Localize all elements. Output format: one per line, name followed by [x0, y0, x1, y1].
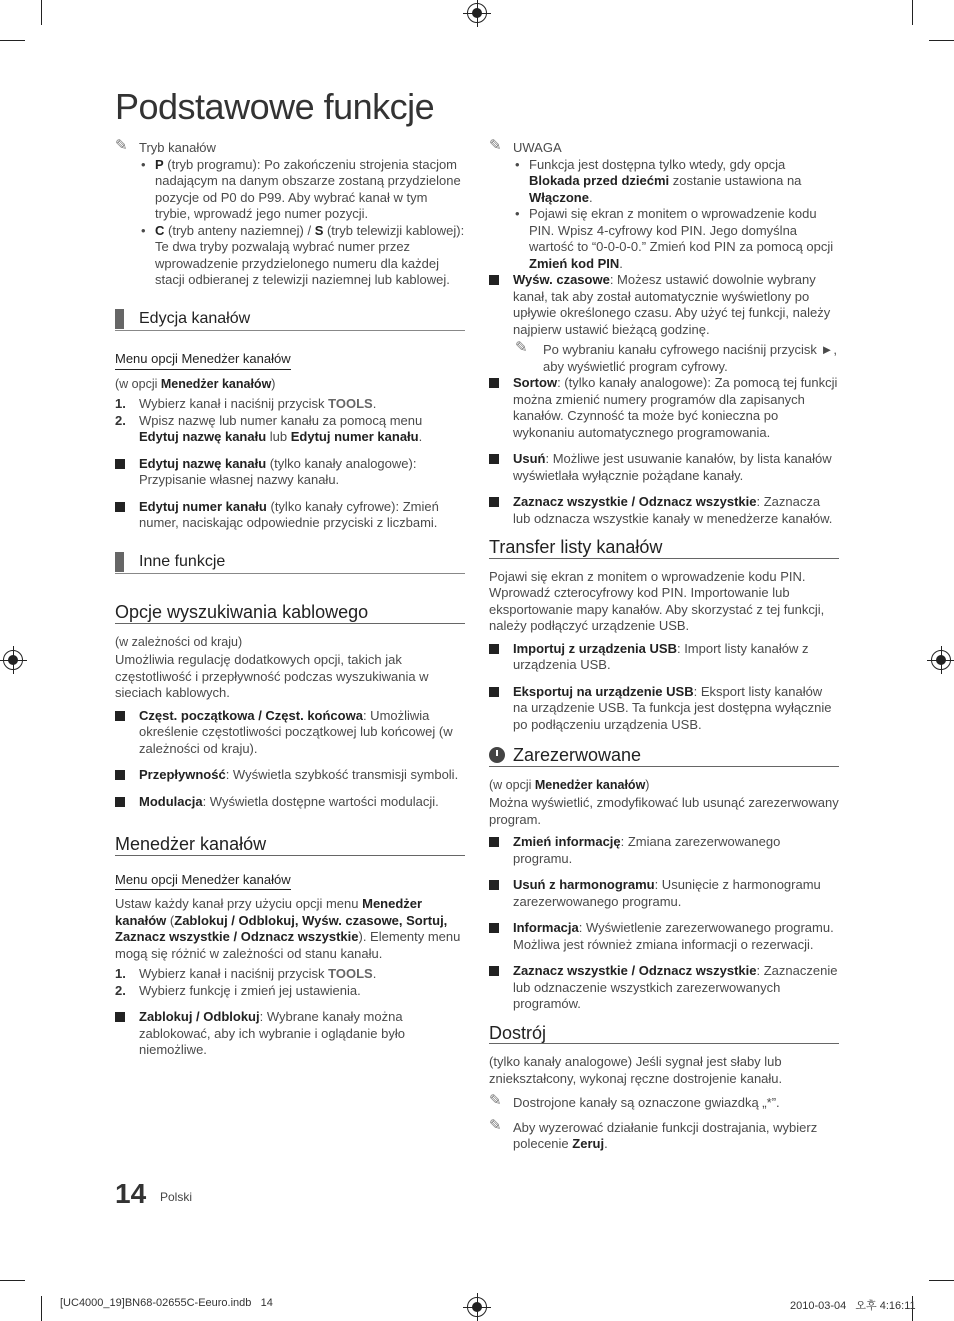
- section-menedzer-kanalow: Menedżer kanałów: [115, 836, 465, 856]
- note-pencil-icon: ✎: [489, 1116, 502, 1134]
- registration-mark-icon: [931, 650, 951, 670]
- item-modulacja: Modulacja: Wyświetla dostępne wartości modulacji.: [115, 794, 465, 811]
- section-opcje-wyszukiwania: Opcje wyszukiwania kablowego: [115, 604, 465, 624]
- note-tryb: ✎ Tryb kanałów: [115, 137, 216, 155]
- item-importuj: Importuj z urządzenia USB: Import listy kanałów z urządzenia USB.: [489, 641, 839, 674]
- page-language: Polski: [160, 1190, 193, 1204]
- crop-mark: [41, 0, 42, 25]
- bullet-cs: • C (tryb anteny naziemnej) / S (tryb telewizji kablowej): Te dwa tryby pozwalają wybrać numer przez wprowadzenie przydzielonego numeru dla każdej stacji odbieranej z telewizji naziemnej lub kablowej.: [141, 222, 465, 287]
- page-title: Podstawowe funkcje: [115, 86, 435, 127]
- context-line: (w opcji Menedżer kanałów): [489, 777, 650, 792]
- context-line: (w opcji Menedżer kanałów): [115, 376, 276, 391]
- item-edytuj-numer: Edytuj numer kanału (tylko kanały cyfrowe): Zmień numer, naciskając odpowiednie przyciski z liczbami.: [115, 499, 465, 532]
- item-zaznacz: Zaznacz wszystkie / Odznacz wszystkie: Zaznacza lub odznacza wszystkie kanały w menedżerze kanałów.: [489, 494, 839, 527]
- crop-mark: [0, 40, 25, 41]
- clock-icon: [489, 747, 505, 763]
- step-2: 2. Wybierz funkcję i zmień jej ustawienia.: [115, 982, 361, 998]
- note-pencil-icon: ✎: [515, 339, 528, 356]
- step-2: 2. Wpisz nazwę lub numer kanału za pomocą menu Edytuj nazwę kanału lub Edytuj numer kanału.: [115, 412, 423, 444]
- section-edycja-kanalow: Edycja kanałów: [115, 311, 465, 332]
- intro-text: Ustaw każdy kanał przy użyciu opcji menu Menedżer kanałów (Zablokuj / Odblokuj, Wyśw. czasowe, Sortuj, Zaznacz wszystkie / Odznacz wszystkie). Elementy menu mogą się różnić w zależności od stanu kanału.: [115, 896, 461, 961]
- section-transfer: Transfer listy kanałów: [489, 539, 839, 559]
- item-czest: Częst. początkowa / Częst. końcowa: Umożliwia określenie częstotliwości początkowej lub końcowej (w zależności od kraju).: [115, 708, 465, 758]
- section-zarezerwowane: Zarezerwowane: [489, 747, 839, 767]
- crop-mark: [929, 40, 954, 41]
- item-zablokuj: Zablokuj / Odblokuj: Wybrane kanały można zablokować, aby ich wybranie i oglądanie było niemożliwe.: [115, 1009, 465, 1059]
- crop-mark: [0, 1280, 25, 1281]
- item-edytuj-nazwe: Edytuj nazwę kanału (tylko kanały analogowe): Przypisanie własnej nazwy kanału.: [115, 456, 465, 489]
- intro-text: Pojawi się ekran z monitem o wprowadzenie kodu PIN. Wprowadź czterocyfrowy kod PIN. Importowanie lub eksportowanie mapy kanałów. Aby skorzystać z tej funkcji, należy podłączyć urządzenie USB.: [489, 568, 825, 633]
- item-sortow: Sortow: (tylko kanały analogowe): Za pomocą tej funkcji można zmienić numery programów dla zapisanych kanałów. Czynność ta może być konieczna po wykonaniu automatycznego programowania.: [489, 375, 839, 441]
- page-number: 14: [115, 1178, 147, 1209]
- note-wyzeruj: ✎ Aby wyzerować działanie funkcji dostrajania, wybierz polecenie Zeruj.: [489, 1116, 818, 1151]
- item-usun: Usuń: Możliwe jest usuwanie kanałów, by lista kanałów wyświetlała wyłącznie pożądane kanały.: [489, 451, 839, 484]
- footer-file: [UC4000_19]BN68-02655C-Eeuro.indb 14: [60, 1297, 273, 1309]
- step-1: 1. Wybierz kanał i naciśnij przycisk TOOLS.: [115, 396, 377, 411]
- note-dostrojone: ✎ Dostrojone kanały są oznaczone gwiazdką „*”.: [489, 1092, 780, 1110]
- intro-text: Umożliwia regulację dodatkowych opcji, takich jak częstotliwość i przepływność podczas wyszukiwania w sieciach kablowych.: [115, 652, 429, 700]
- left-column: [115, 137, 465, 1059]
- footer-timestamp: 2010-03-04 오후 4:16:11: [790, 1300, 916, 1312]
- context-line: (w zależności od kraju): [115, 634, 243, 649]
- item-przeplywnosc: Przepływność: Wyświetla szybkość transmisji symboli.: [115, 767, 465, 784]
- registration-mark-icon: [467, 3, 487, 23]
- step-1: 1. Wybierz kanał i naciśnij przycisk TOOLS.: [115, 966, 377, 981]
- note-pencil-icon: ✎: [115, 137, 128, 154]
- crop-mark: [929, 1280, 954, 1281]
- item-usun-z-harmonogramu: Usuń z harmonogramu: Usunięcie z harmonogramu zarezerwowanego programu.: [489, 877, 839, 910]
- item-wysw-czasowe: Wyśw. czasowe: Możesz ustawić dowolnie wybrany kanał, tak aby został automatycznie wyświetlony po upływie określonego czasu. Aby użyć tej funkcji, należy najpierw ustawić bieżącą godzinę.: [489, 272, 839, 338]
- note-wysw: ✎ Po wybraniu kanału cyfrowego naciśnij przycisk ►, aby wyświetlić program cyfrowy.: [515, 339, 837, 374]
- crop-mark: [41, 1296, 42, 1321]
- menu-path: Menu opcji Menedżer kanałów: [115, 351, 291, 370]
- item-zmien-informacje: Zmień informację: Zmiana zarezerwowanego programu.: [489, 834, 839, 867]
- uwaga-bullet-2: • Pojawi się ekran z monitem o wprowadzenie kodu PIN. Wpisz 4-cyfrowy kod PIN. Jego domyślna wartość to “0-0-0-0.” Zmień kod PIN za pomocą opcji Zmień kod PIN.: [515, 206, 834, 271]
- uwaga-bullet-1: • Funkcja jest dostępna tylko wtedy, gdy opcja Blokada przed dziećmi zostanie ustawiona na Włączone.: [515, 156, 802, 205]
- note-pencil-icon: ✎: [489, 1092, 502, 1109]
- item-informacja: Informacja: Wyświetlenie zarezerwowanego programu. Możliwa jest również zmiana informacji o rezerwacji.: [489, 920, 839, 953]
- section-dostroj: Dostrój: [489, 1025, 839, 1045]
- right-column: [489, 137, 839, 1153]
- menu-path: Menu opcji Menedżer kanałów: [115, 872, 291, 891]
- bullet-p: • P (tryb programu): Po zakończeniu strojenia stacjom nadającym na danym obszarze zostaną przydzielone pozycje od P0 do P99. Aby wybrać kanał w tym trybie, wprowadź jego numer pozycji.: [141, 156, 461, 221]
- item-zaznacz-wszystkie: Zaznacz wszystkie / Odznacz wszystkie: Zaznaczenie lub odznaczenie wszystkich zarezerwowanych programów.: [489, 963, 839, 1013]
- note-uwaga: ✎ UWAGA: [489, 137, 562, 155]
- intro-text: (tylko kanały analogowe) Jeśli sygnał jest słaby lub zniekształcony, wykonaj ręczne dostrojenie kanału.: [489, 1054, 783, 1086]
- note-pencil-icon: ✎: [489, 137, 502, 154]
- crop-mark: [912, 0, 913, 25]
- item-eksportuj: Eksportuj na urządzenie USB: Eksport listy kanałów na urządzenie USB. Ta funkcja jest dostępna wyłącznie po podłączeniu urządzenia USB.: [489, 684, 839, 734]
- registration-mark-icon: [3, 650, 23, 670]
- registration-mark-icon: [467, 1297, 487, 1317]
- section-inne-funkcje: Inne funkcje: [115, 554, 465, 575]
- intro-text: Można wyświetlić, zmodyfikować lub usunąć zarezerwowany program.: [489, 795, 839, 827]
